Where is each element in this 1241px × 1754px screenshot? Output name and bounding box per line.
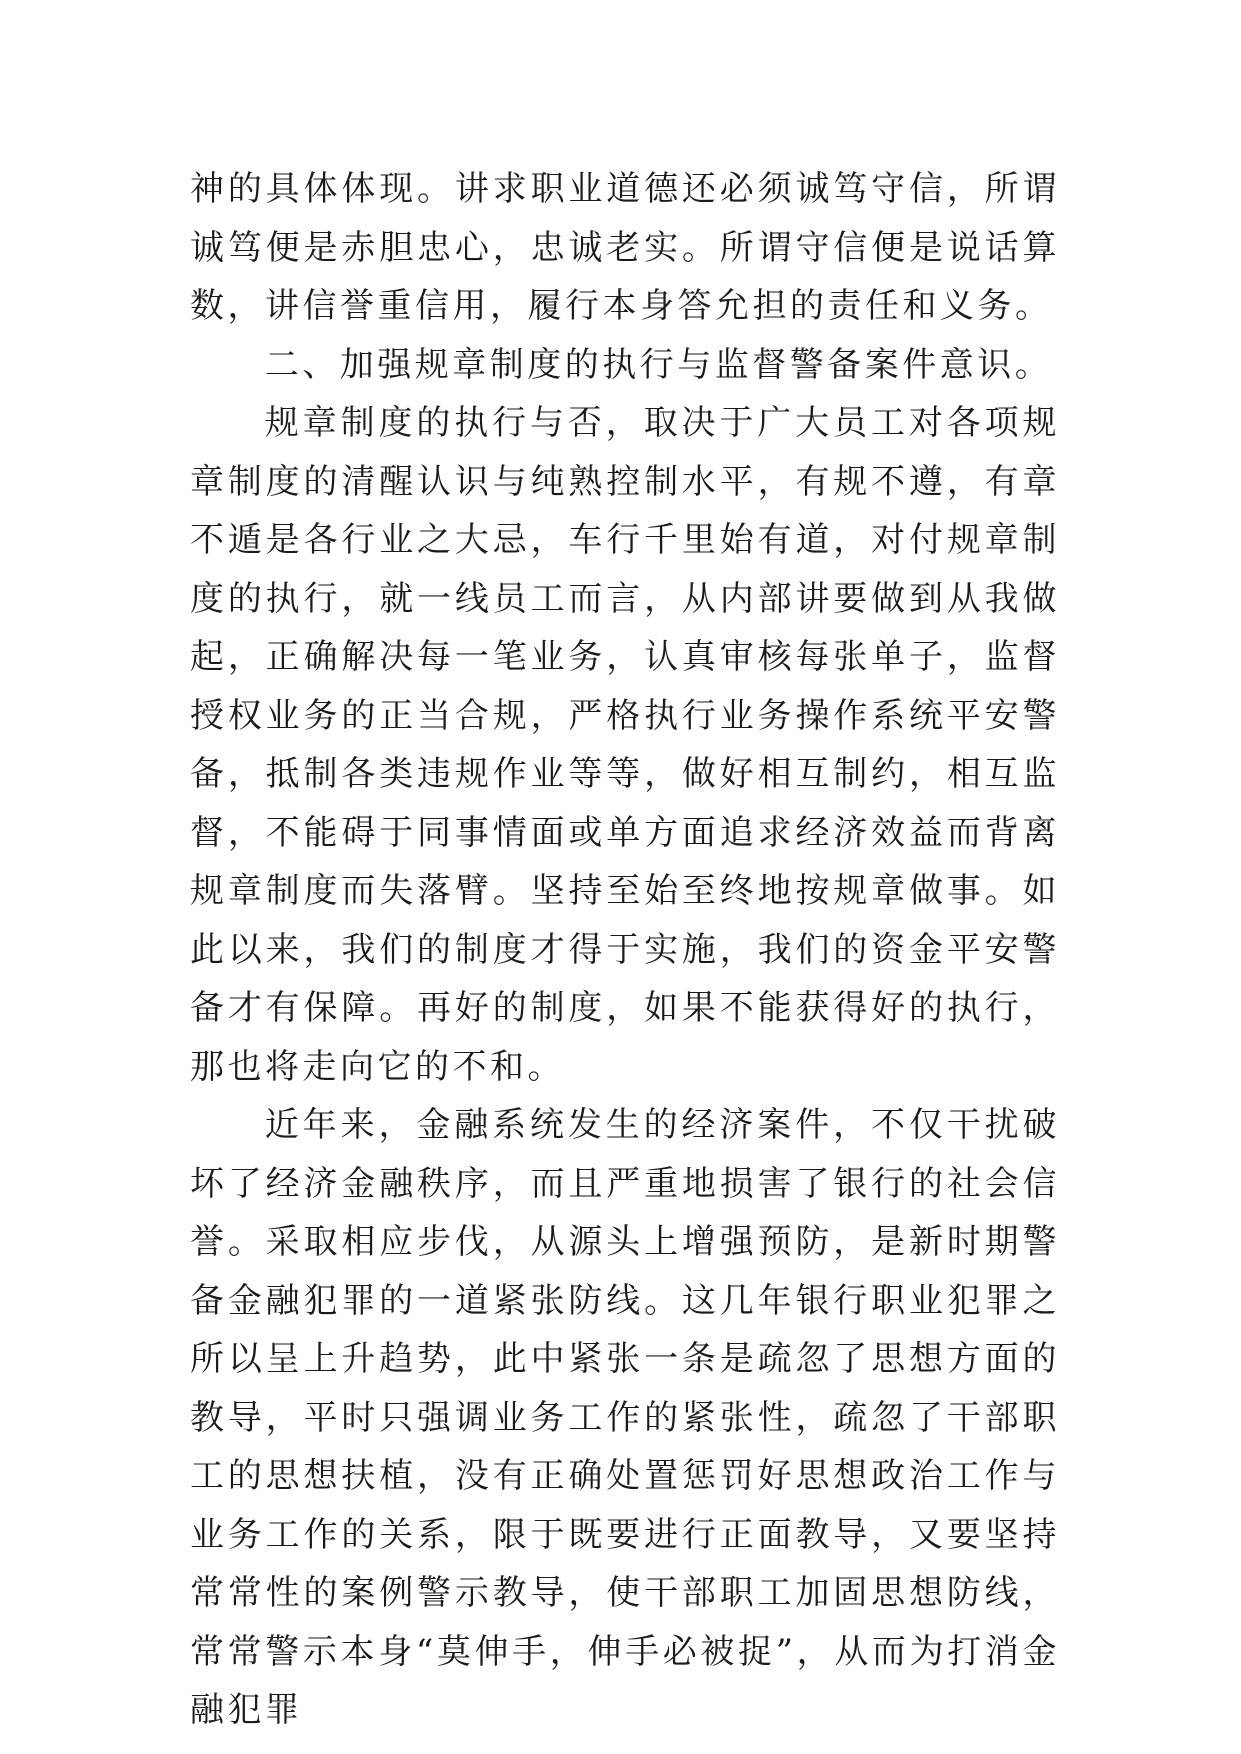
paragraph-regulations: 规章制度的执行与否，取决于广大员工对各项规章制度的清醒认识与纯熟控制水平，有规不遵，有章不遁是各行业之大忌，车行千里始有道，对付规章制度的执行，就一线员工而言，从内部讲要做到从我做起，正确解决每一笔业务，认真审核每张单子，监督授权业务的正当合规，严格执行业务操作系统平安警备，抵制各类违规作业等等，做好相互制约，相互监督，不能碍于同事情面或单方面追求经济效益而背离规章制度而失落臂。坚持至始至终地按规章做事。如此以来，我们的制度才得于实施，我们的资金平安警备才有保障。再好的制度，如果不能获得好的执行，那也将走向它的不和。 (190, 403, 1060, 1087)
paragraph-financial-crime: 近年来，金融系统发生的经济案件，不仅干扰破坏了经济金融秩序，而且严重地损害了银行的社会信誉。采取相应步伐，从源头上增强预防，是新时期警备金融犯罪的一道紧张防线。这几年银行职业犯罪之所以呈上升趋势，此中紧张一条是疏忽了思想方面的教导，平时只强调业务工作的紧张性，疏忽了干部职工的思想扶植，没有正确处置惩罚好思想政治工作与业务工作的关系，限于既要进行正面教导，又要坚持常常性的案例警示教导，使干部职工加固思想防线，常常警示本身“莫伸手，伸手必被捉”，从而为打消金融犯罪 (190, 1105, 1060, 1730)
section-heading: 二、加强规章制度的执行与监督警备案件意识。 (264, 344, 1053, 385)
document-body (190, 160, 1060, 1740)
paragraph-continuation: 神的具体体现。讲求职业道德还必须诚笃守信，所谓诚笃便是赤胆忠心，忠诚老实。所谓守信便是说话算数，讲信誉重信用，履行本身答允担的责任和义务。 (190, 169, 1060, 326)
